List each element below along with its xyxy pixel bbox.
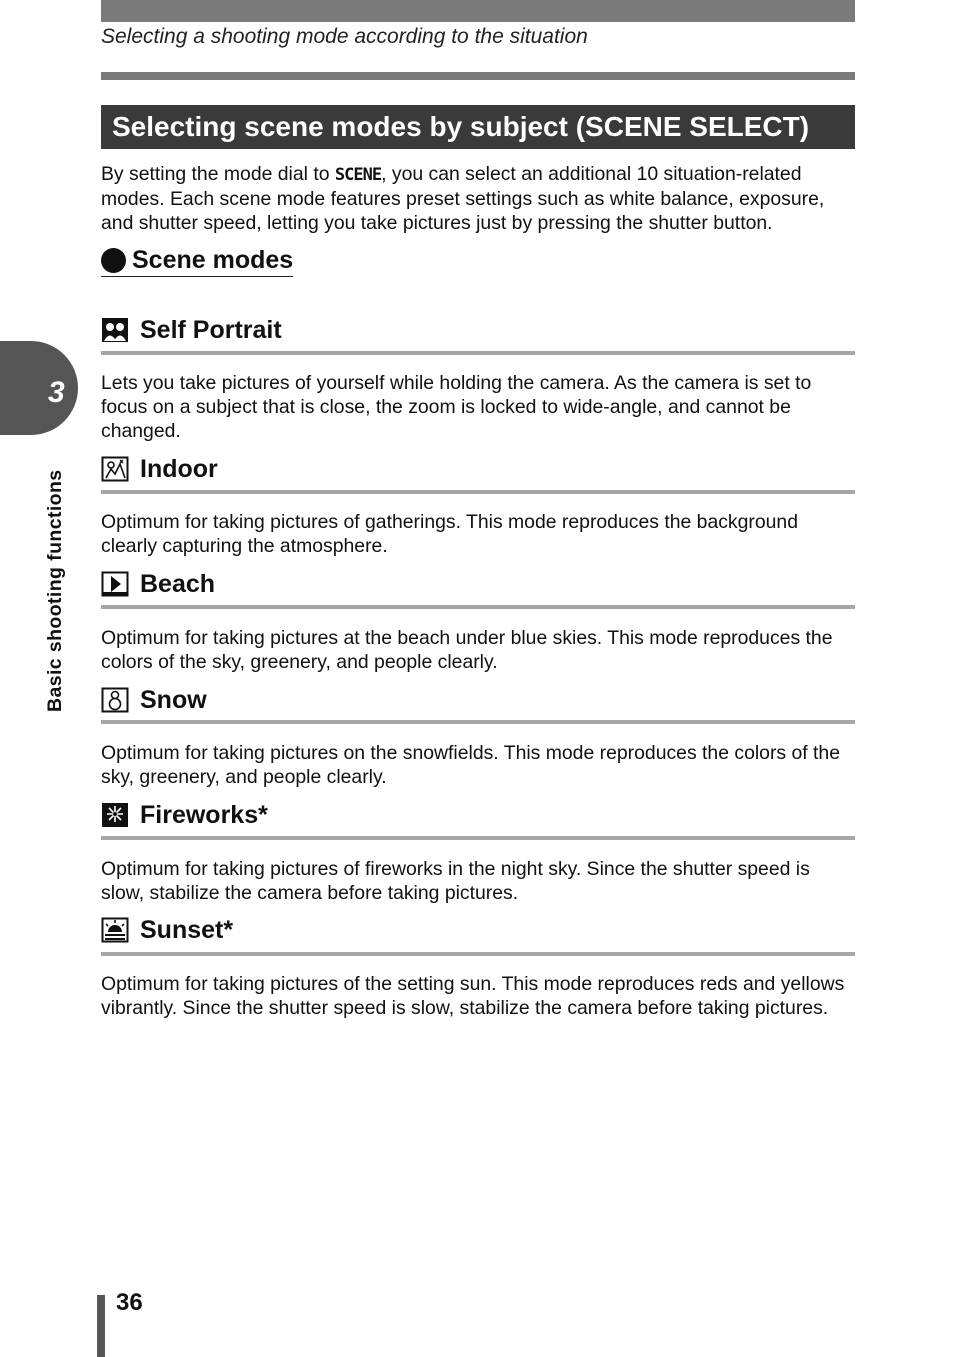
mode-heading-sunset xyxy=(101,915,233,945)
snow-icon xyxy=(101,687,129,713)
mode-description-self-portrait: Lets you take pictures of yourself while holding the camera. As the camera is set to focus on a subject that is close, the zoom is locked to wide-angle, and cannot be changed. xyxy=(101,372,812,442)
running-title: Selecting a shooting mode according to the situation xyxy=(101,25,588,48)
header-bar xyxy=(101,0,855,22)
section-title: Selecting scene modes by subject (SCENE SELECT) xyxy=(101,105,855,149)
mode-heading-beach xyxy=(101,569,215,599)
mode-heading-snow xyxy=(101,685,207,715)
mode-title-indoor: Indoor xyxy=(140,455,218,483)
mode-title-sunset: Sunset* xyxy=(140,916,234,944)
mode-heading-fireworks xyxy=(101,800,268,830)
bullet-dot-icon xyxy=(101,248,126,273)
intro-paragraph xyxy=(101,162,855,235)
mode-description-snow: Optimum for taking pictures on the snowfields. This mode reproduces the colors of the sky, greenery, and people clearly. xyxy=(101,742,841,788)
fireworks-icon xyxy=(101,802,129,828)
mode-title-beach: Beach xyxy=(140,570,216,598)
mode-description-beach: Optimum for taking pictures at the beach under blue skies. This mode reproduces the colors of the sky, greenery, and people clearly. xyxy=(101,627,833,673)
mode-rule xyxy=(101,605,855,609)
mode-title-snow: Snow xyxy=(140,686,207,714)
mode-rule xyxy=(101,720,855,724)
mode-rule xyxy=(101,351,855,355)
mode-heading-indoor xyxy=(101,454,218,484)
mode-rule xyxy=(101,836,855,840)
indoor-icon xyxy=(101,456,129,482)
chapter-number: 3 xyxy=(48,376,65,409)
sunset-icon xyxy=(101,917,129,943)
self-portrait-icon xyxy=(101,317,129,343)
subsection-title: Scene modes xyxy=(132,246,294,274)
mode-title-self-portrait: Self Portrait xyxy=(140,316,282,344)
chapter-label: Basic shooting functions xyxy=(44,469,66,712)
beach-icon xyxy=(101,571,129,597)
page-number-bar xyxy=(97,1295,105,1357)
mode-rule xyxy=(101,952,855,956)
mode-title-fireworks: Fireworks* xyxy=(140,801,268,829)
subsection-heading xyxy=(101,244,293,277)
scene-dial-label: SCENE xyxy=(334,165,382,185)
intro-text-after: , you can select an additional 10 situation-related modes. Each scene mode features preset settings such as white balance, exposure, and shutter speed, letting you take pictures just by pressing the shutter button. xyxy=(101,163,825,234)
mode-description-indoor: Optimum for taking pictures of gatherings. This mode reproduces the background clearly capturing the atmosphere. xyxy=(101,511,798,557)
chapter-tab xyxy=(0,341,78,435)
mode-description-sunset: Optimum for taking pictures of the setting sun. This mode reproduces reds and yellows vibrantly. Since the shutter speed is slow, stabilize the camera before taking pictures. xyxy=(101,973,845,1019)
mode-heading-self-portrait xyxy=(101,315,282,345)
mode-rule xyxy=(101,490,855,494)
header-rule xyxy=(101,72,855,80)
mode-description-fireworks: Optimum for taking pictures of fireworks in the night sky. Since the shutter speed is slow, stabilize the camera before taking pictures. xyxy=(101,858,810,904)
intro-text-before: By setting the mode dial to xyxy=(101,163,335,185)
page-number: 36 xyxy=(116,1289,143,1316)
